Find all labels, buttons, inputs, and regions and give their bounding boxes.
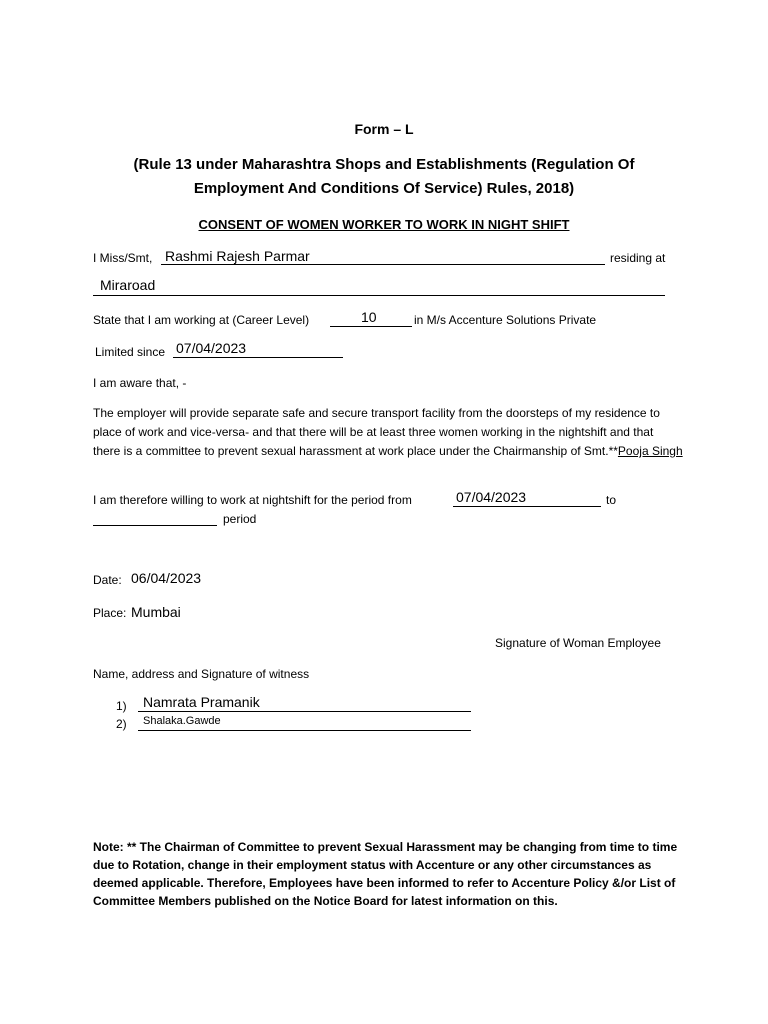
chairperson-name[interactable]: Pooja Singh (617, 444, 683, 458)
miss-smt-label: I Miss/Smt, (93, 251, 153, 265)
date-field[interactable]: 06/04/2023 (131, 570, 202, 586)
witness-label: Name, address and Signature of witness (93, 667, 310, 681)
form-title: Form – L (354, 121, 414, 137)
period-from-line (453, 506, 601, 507)
name-field[interactable]: Rashmi Rajesh Parmar (165, 248, 310, 264)
state-working-label: State that I am working at (Career Level) (93, 313, 310, 327)
place-field[interactable]: Mumbai (131, 604, 181, 620)
signature-label: Signature of Woman Employee (495, 636, 661, 650)
residing-at-label: residing at (610, 251, 666, 265)
witness-1-line (138, 711, 471, 712)
witness-1-field[interactable]: Namrata Pramanik (143, 694, 260, 710)
career-level-line (330, 326, 412, 327)
witness-2-number: 2) (116, 717, 127, 731)
transport-paragraph: The employer will provide separate safe and secure transport facility from the doorsteps of my residence to place of work and vice-versa- and that there will be at least three women working in the nightshift and that there is a committee to prevent sexual harassment at work place under the Chairmanship of Smt.**Pooja Singh (93, 406, 683, 458)
witness-2-line (138, 730, 471, 731)
place-label: Place: (93, 606, 127, 620)
limited-since-label: Limited since (95, 345, 166, 359)
address-line (93, 295, 665, 296)
rule-line-1: (Rule 13 under Maharashtra Shops and Establishments (Regulation Of (133, 156, 635, 173)
witness-1-number: 1) (116, 699, 127, 713)
witness-2-field[interactable]: Shalaka.Gawde (143, 715, 221, 727)
note-paragraph: Note: ** The Chairman of Committee to prevent Sexual Harassment may be changing from time to time due to Rotation, change in their employment status with Accenture or any other circumstances as deemed applicable. Therefore, Employees have been informed to refer to Accenture Policy &/or List of Committee Members published on the Notice Board for latest information on this. (93, 840, 678, 908)
in-ms-label: in M/s Accenture Solutions Private (414, 313, 597, 327)
career-level-field[interactable]: 10 (361, 309, 377, 325)
period-from-field[interactable]: 07/04/2023 (456, 489, 527, 505)
willing-label: I am therefore willing to work at nightshift for the period from (93, 493, 412, 507)
address-field[interactable]: Miraroad (100, 277, 156, 293)
period-to-line (93, 525, 217, 526)
consent-heading: CONSENT OF WOMEN WORKER TO WORK IN NIGHT SHIFT (198, 217, 570, 232)
rule-line-2: Employment And Conditions Of Service) Rules, 2018) (193, 180, 575, 197)
to-label: to (606, 493, 617, 507)
limited-since-line (173, 357, 343, 358)
aware-label: I am aware that, - (93, 376, 187, 390)
limited-since-field[interactable]: 07/04/2023 (176, 340, 247, 356)
date-label: Date: (93, 573, 122, 587)
name-line (161, 264, 605, 265)
period-label: period (223, 512, 257, 526)
